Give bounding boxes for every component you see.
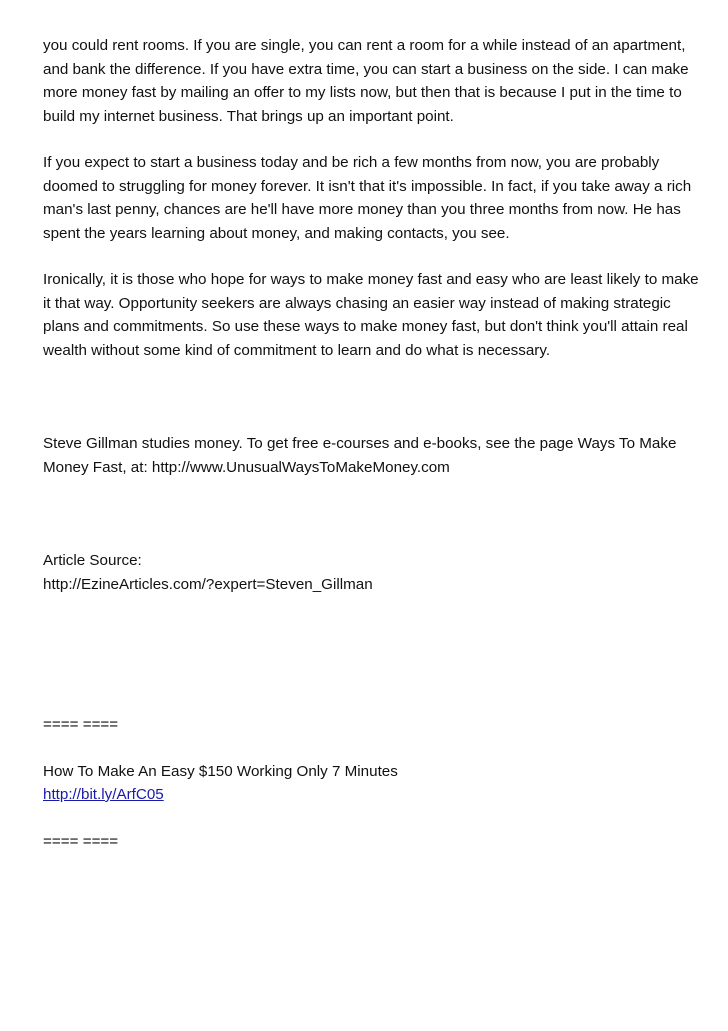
section-spacer [43,362,703,432]
section-spacer [43,479,703,549]
article-source-label: Article Source: [43,552,142,569]
paragraph-spacer [43,128,703,151]
section-spacer [43,596,703,713]
promo-title: How To Make An Easy $150 Working Only 7 Minutes [43,762,398,780]
article-source-url: http://EzineArticles.com/?expert=Steven_Gillman [43,575,373,593]
paragraph-ironically: Ironically, it is those who hope for ways to make money fast and easy who are least likely to make it that way. Opportunity seekers are always chasing an easier way instead of making strategic plans and commitments. So use these ways to make money fast, but don't think you'll attain real wealth without some kind of commitment to learn and do what is necessary. [43,271,699,359]
promo-link[interactable]: http://bit.ly/ArfC05 [43,786,164,803]
author-bio: Steve Gillman studies money. To get free e-courses and e-books, see the page Ways To Make Money Fast, at: http://www.UnusualWaysToMakeMoney.com [43,435,677,476]
separator-top: ==== ==== [43,716,119,733]
document-page [43,34,703,853]
paragraph-start-business: If you expect to start a business today and be rich a few months from now, you are probably doomed to struggling for money forever. It isn't that it's impossible. In fact, if you take away a rich man's last penny, chances are he'll have more money than you three months from now. He has spent the years learning about money, and making contacts, you see. [43,154,692,242]
paragraph-spacer [43,807,703,830]
separator-bottom: ==== ==== [43,832,119,850]
paragraph-rent-rooms: you could rent rooms. If you are single, you can rent a room for a while instead of an apartment, and bank the difference. If you have extra time, you can start a business on the side. I can make more money fast by mailing an offer to my lists now, but then that is because I put in the time to build my internet business. That brings up an important point. [43,37,689,125]
paragraph-spacer [43,245,703,268]
paragraph-spacer [43,737,703,760]
